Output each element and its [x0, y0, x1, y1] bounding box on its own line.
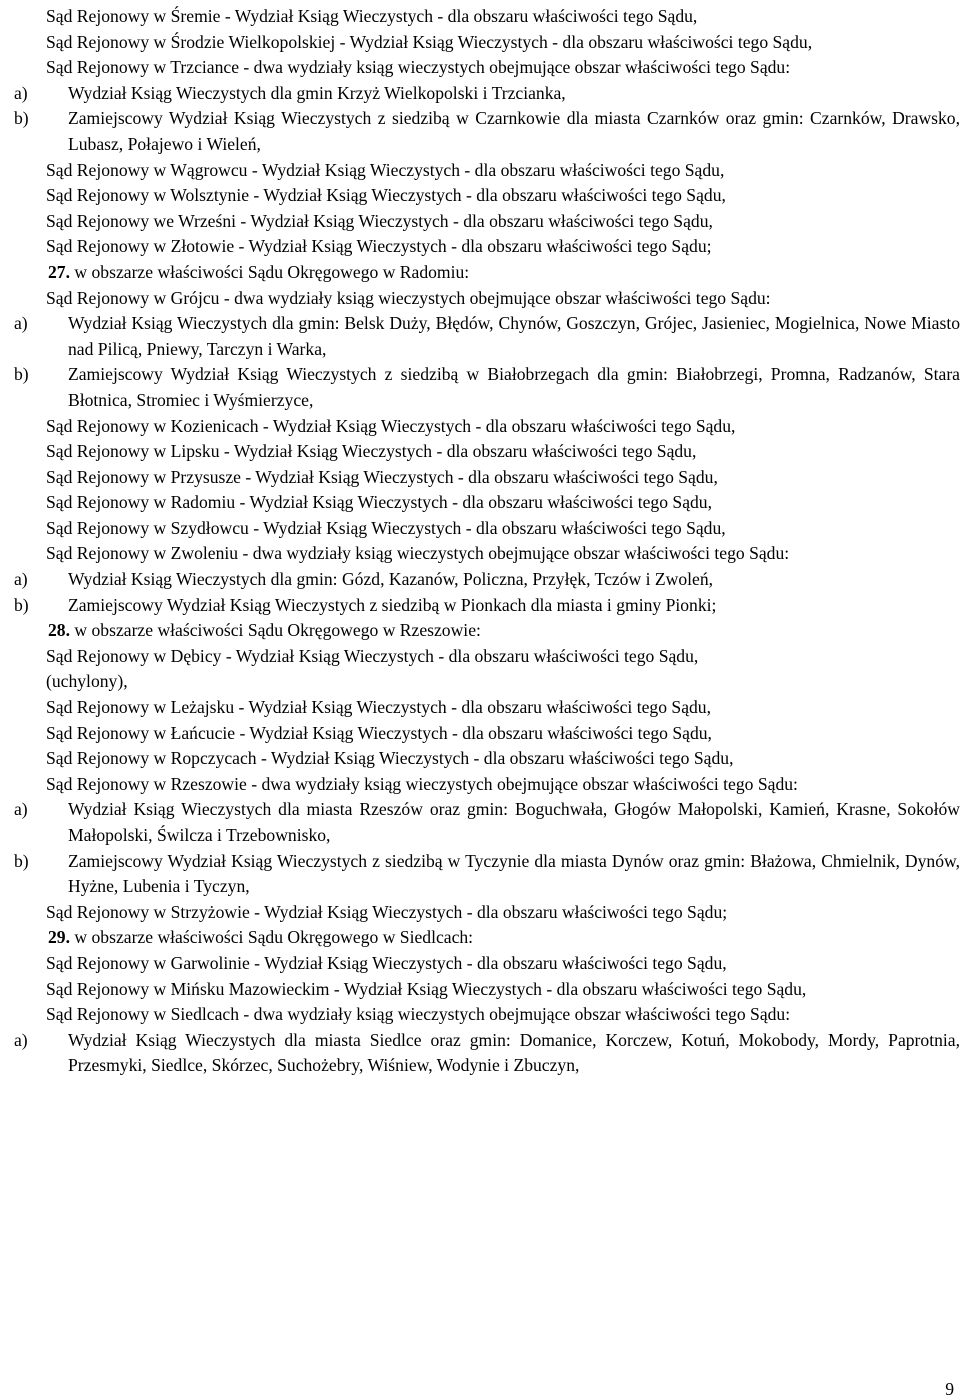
- list-item: [0, 951, 960, 977]
- list-item-text: Zamiejscowy Wydział Ksiąg Wieczystych z siedzibą w Tyczynie dla miasta Dynów oraz gmin: Błażowa, Chmielnik, Dynów, Hyżne, Lubenia i Tyczyn,: [68, 850, 960, 897]
- list-item-number: [0, 158, 46, 184]
- sub-list-item-letter: b): [14, 850, 29, 871]
- list-item: [0, 541, 960, 567]
- sub-list-item: [0, 106, 960, 157]
- section-heading-text: w obszarze właściwości Sądu Okręgowego w Siedlcach:: [74, 927, 474, 948]
- sub-list-item: [0, 362, 960, 413]
- list-item-number: [0, 209, 46, 235]
- sub-list-item-letter: a): [14, 313, 28, 334]
- list-item-number: [0, 977, 46, 1003]
- list-item: [0, 4, 960, 30]
- section-heading: [0, 260, 960, 286]
- list-item-text: Sąd Rejonowy w Trzciance - dwa wydziały ksiąg wieczystych obejmujące obszar właściwości tego Sądu:: [46, 57, 791, 78]
- list-item-text: Wydział Ksiąg Wieczystych dla gmin: Gózd, Kazanów, Policzna, Przyłęk, Tczów i Zwoleń,: [68, 569, 714, 590]
- list-item-text: (uchylony),: [46, 671, 128, 692]
- list-item-text: Sąd Rejonowy w Wągrowcu - Wydział Ksiąg Wieczystych - dla obszaru właściwości tego Sądu,: [46, 159, 725, 180]
- list-item: [0, 695, 960, 721]
- list-item-text: Sąd Rejonowy w Zwoleniu - dwa wydziały ksiąg wieczystych obejmujące obszar właściwości tego Sądu:: [46, 543, 790, 564]
- list-item-number: [0, 1002, 46, 1028]
- list-item: [0, 977, 960, 1003]
- list-item-text: Sąd Rejonowy w Rzeszowie - dwa wydziały ksiąg wieczystych obejmujące obszar właściwości tego Sądu:: [46, 773, 798, 794]
- list-item-number: [0, 900, 46, 926]
- sub-list-item-letter: b): [14, 108, 29, 129]
- list-item-text: Wydział Ksiąg Wieczystych dla miasta Siedlce oraz gmin: Domanice, Korczew, Kotuń, Mokobody, Mordy, Paprotnia, Przesmyki, Siedlce, Skórzec, Suchożebry, Wiśniew, Wodynie i Zbuczyn,: [68, 1029, 960, 1076]
- list-item-number: [0, 669, 46, 695]
- sub-list-item: [0, 81, 960, 107]
- list-item-number: [0, 30, 46, 56]
- list-item: [0, 900, 960, 926]
- list-item-number: [0, 286, 46, 312]
- sub-list-item: [0, 567, 960, 593]
- sub-list-item: [0, 797, 960, 848]
- section-number: 29.: [48, 927, 70, 948]
- list-item: [0, 746, 960, 772]
- sub-list-item: [0, 311, 960, 362]
- sub-list-item-letter: a): [14, 799, 28, 820]
- page-number: 9: [945, 1379, 954, 1399]
- list-item-text: Sąd Rejonowy w Szydłowcu - Wydział Ksiąg Wieczystych - dla obszaru właściwości tego Sądu,: [46, 517, 726, 538]
- list-item-text: Sąd Rejonowy w Dębicy - Wydział Ksiąg Wieczystych - dla obszaru właściwości tego Sądu,: [46, 645, 699, 666]
- list-item-text: Zamiejscowy Wydział Ksiąg Wieczystych z siedzibą w Białobrzegach dla gmin: Białobrzegi, Promna, Radzanów, Stara Błotnica, Stromiec i Wyśmierzyce,: [68, 364, 960, 410]
- list-item: [0, 439, 960, 465]
- list-item-text: Zamiejscowy Wydział Ksiąg Wieczystych z siedzibą w Pionkach dla miasta i gminy Pionki;: [68, 594, 717, 615]
- list-item-text: Sąd Rejonowy w Łańcucie - Wydział Ksiąg Wieczystych - dla obszaru właściwości tego Sądu,: [46, 722, 712, 743]
- list-item-number: [0, 772, 46, 798]
- list-item-number: [0, 951, 46, 977]
- list-item-text: Sąd Rejonowy w Środzie Wielkopolskiej - Wydział Ksiąg Wieczystych - dla obszaru właściwości tego Sądu,: [46, 31, 813, 52]
- list-item: [0, 669, 960, 695]
- list-item-text: Sąd Rejonowy w Śremie - Wydział Ksiąg Wieczystych - dla obszaru właściwości tego Sądu,: [46, 6, 698, 26]
- list-item-text: Sąd Rejonowy w Grójcu - dwa wydziały ksiąg wieczystych obejmujące obszar właściwości tego Sądu:: [46, 287, 771, 308]
- list-item-number: [0, 439, 46, 465]
- list-item: [0, 183, 960, 209]
- list-item-text: Sąd Rejonowy w Przysusze - Wydział Ksiąg Wieczystych - dla obszaru właściwości tego Sądu,: [46, 466, 718, 487]
- list-item-number: [0, 4, 46, 30]
- list-item-number: [0, 746, 46, 772]
- sub-list-item-letter: b): [14, 364, 29, 385]
- list-item-number: [0, 541, 46, 567]
- section-number: 28.: [48, 620, 70, 641]
- list-item-text: Wydział Ksiąg Wieczystych dla gmin: Belsk Duży, Błędów, Chynów, Goszczyn, Grójec, Jasieniec, Mogielnica, Nowe Miasto nad Pilicą, Pniewy, Tarczyn i Warka,: [68, 313, 960, 359]
- list-item-text: Sąd Rejonowy w Lipsku - Wydział Ksiąg Wieczystych - dla obszaru właściwości tego Sądu,: [46, 441, 697, 462]
- list-item-number: [0, 490, 46, 516]
- list-item-text: Sąd Rejonowy we Wrześni - Wydział Ksiąg Wieczystych - dla obszaru właściwości tego Sądu,: [46, 210, 713, 231]
- section-heading-text: w obszarze właściwości Sądu Okręgowego w Radomiu:: [74, 261, 470, 282]
- list-item: [0, 516, 960, 542]
- sub-list-item: [0, 849, 960, 900]
- document-body: [0, 4, 960, 1079]
- sub-list-item-letter: a): [14, 82, 28, 103]
- list-item-text: Sąd Rejonowy w Siedlcach - dwa wydziały ksiąg wieczystych obejmujące obszar właściwości tego Sądu:: [46, 1004, 791, 1025]
- section-heading-text: w obszarze właściwości Sądu Okręgowego w Rzeszowie:: [74, 620, 481, 641]
- sub-list-item: [0, 1028, 960, 1079]
- sub-list-item-letter: a): [14, 1029, 28, 1050]
- section-heading: [0, 618, 960, 644]
- list-item-text: Sąd Rejonowy w Złotowie - Wydział Ksiąg Wieczystych - dla obszaru właściwości tego Sądu;: [46, 236, 712, 257]
- sub-list-item-letter: b): [14, 594, 29, 615]
- list-item-number: [0, 55, 46, 81]
- section-heading: [0, 925, 960, 951]
- list-item: [0, 721, 960, 747]
- list-item-text: Sąd Rejonowy w Wolsztynie - Wydział Ksiąg Wieczystych - dla obszaru właściwości tego Sądu,: [46, 185, 726, 206]
- list-item-text: Sąd Rejonowy w Ropczycach - Wydział Ksiąg Wieczystych - dla obszaru właściwości tego Sądu,: [46, 748, 734, 769]
- list-item-text: Zamiejscowy Wydział Ksiąg Wieczystych z siedzibą w Czarnkowie dla miasta Czarnków oraz gmin: Czarnków, Drawsko, Lubasz, Połajewo i Wieleń,: [68, 108, 960, 154]
- list-item: [0, 234, 960, 260]
- list-item-text: Sąd Rejonowy w Garwolinie - Wydział Ksiąg Wieczystych - dla obszaru właściwości tego Sądu,: [46, 952, 727, 973]
- list-item: [0, 1002, 960, 1028]
- list-item: [0, 644, 960, 670]
- list-item-number: [0, 234, 46, 260]
- list-item: [0, 465, 960, 491]
- list-item-text: Wydział Ksiąg Wieczystych dla miasta Rzeszów oraz gmin: Boguchwała, Głogów Małopolski, Kamień, Krasne, Sokołów Małopolski, Świlcza i Trzebownisko,: [68, 799, 960, 845]
- list-item-number: [0, 414, 46, 440]
- list-item: [0, 490, 960, 516]
- list-item-text: Sąd Rejonowy w Kozienicach - Wydział Ksiąg Wieczystych - dla obszaru właściwości tego Sądu,: [46, 415, 736, 436]
- list-item: [0, 30, 960, 56]
- list-item: [0, 209, 960, 235]
- list-item-number: [0, 721, 46, 747]
- list-item-text: Sąd Rejonowy w Leżajsku - Wydział Ksiąg Wieczystych - dla obszaru właściwości tego Sądu,: [46, 697, 711, 718]
- section-number: 27.: [48, 261, 70, 282]
- list-item-text: Sąd Rejonowy w Mińsku Mazowieckim - Wydział Ksiąg Wieczystych - dla obszaru właściwości tego Sądu,: [46, 978, 807, 999]
- list-item-number: [0, 644, 46, 670]
- sub-list-item: [0, 593, 960, 619]
- list-item-text: Wydział Ksiąg Wieczystych dla gmin Krzyż Wielkopolski i Trzcianka,: [68, 82, 566, 103]
- list-item-text: Sąd Rejonowy w Radomiu - Wydział Ksiąg Wieczystych - dla obszaru właściwości tego Sądu,: [46, 492, 713, 513]
- list-item-text: Sąd Rejonowy w Strzyżowie - Wydział Ksiąg Wieczystych - dla obszaru właściwości tego Sądu;: [46, 901, 728, 922]
- list-item: [0, 414, 960, 440]
- list-item: [0, 772, 960, 798]
- list-item-number: [0, 183, 46, 209]
- list-item: [0, 158, 960, 184]
- list-item: [0, 286, 960, 312]
- list-item-number: [0, 465, 46, 491]
- list-item: [0, 55, 960, 81]
- list-item-number: [0, 695, 46, 721]
- sub-list-item-letter: a): [14, 569, 28, 590]
- list-item-number: [0, 516, 46, 542]
